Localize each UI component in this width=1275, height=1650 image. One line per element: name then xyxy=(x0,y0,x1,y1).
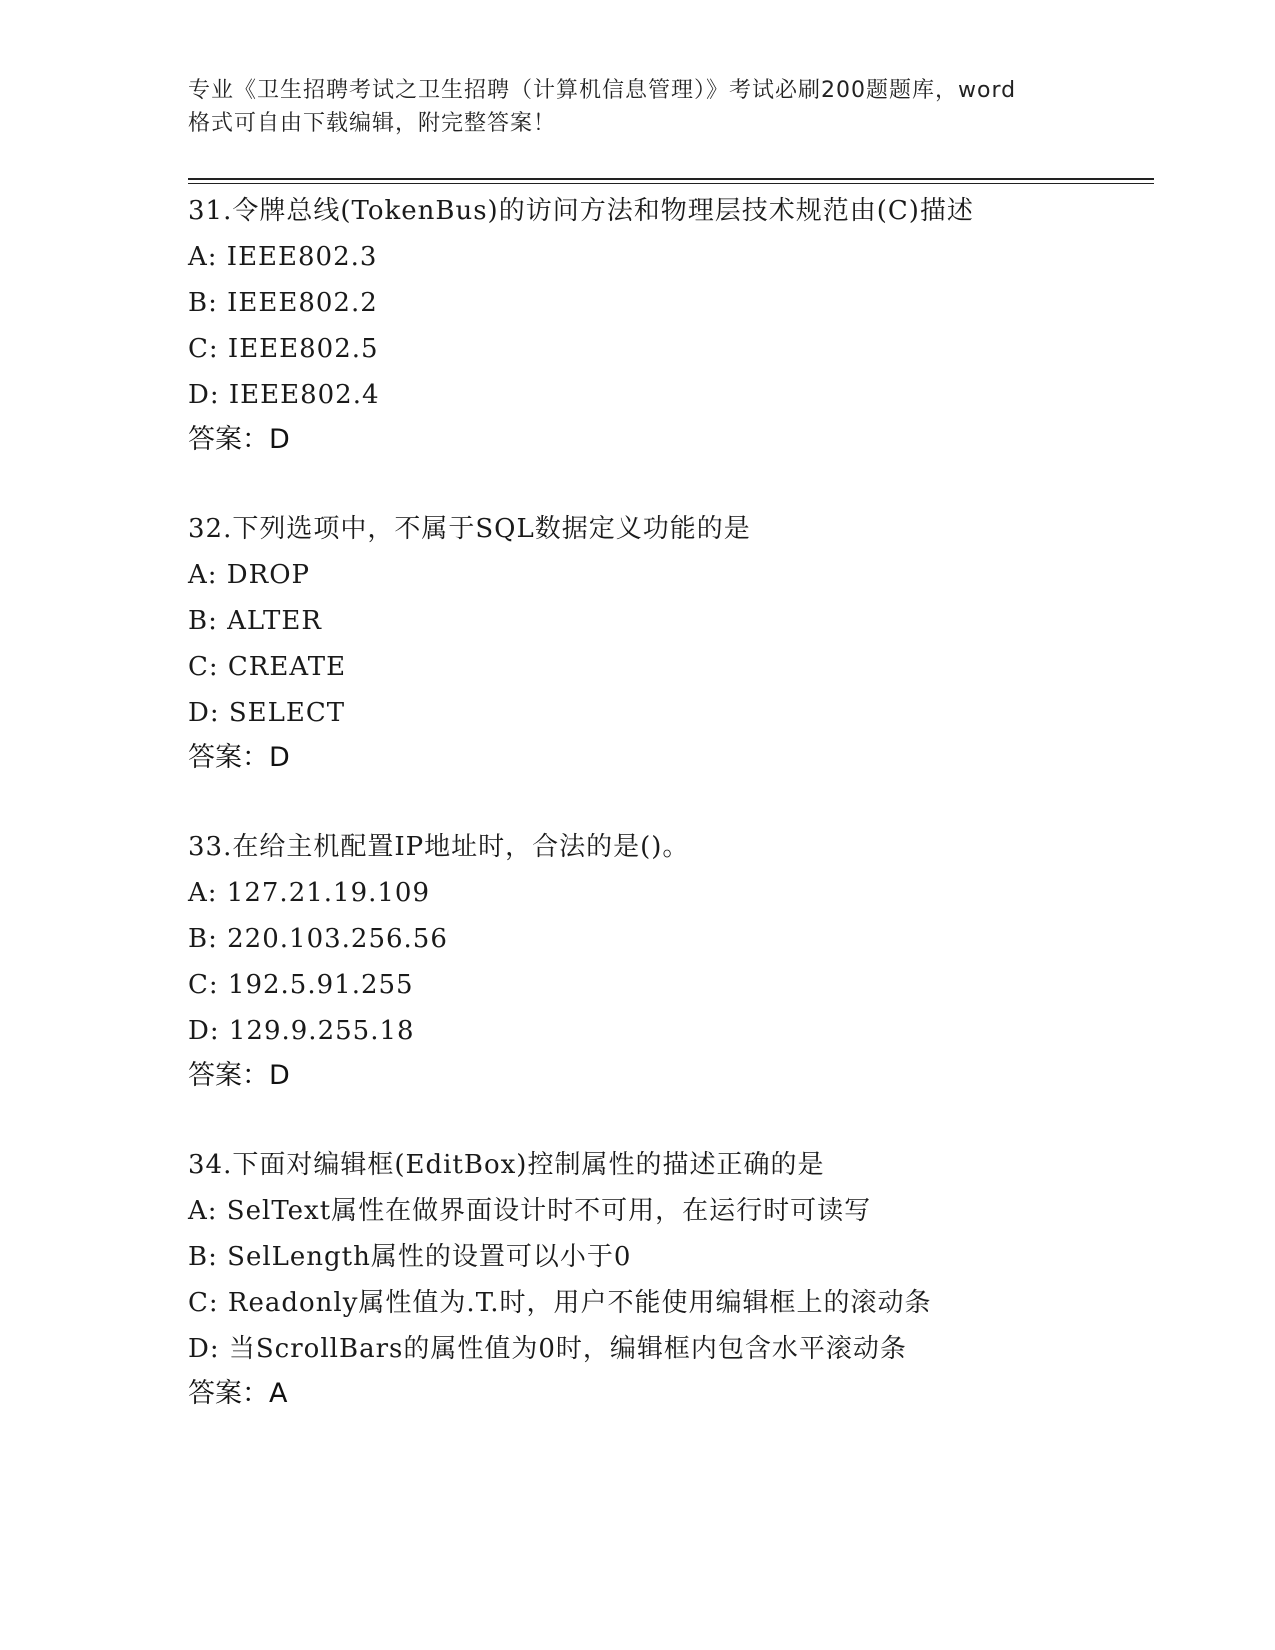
option-d: D: SELECT xyxy=(188,698,346,728)
option-c: C: Readonly属性值为.T.时，用户不能使用编辑框上的滚动条 xyxy=(188,1288,932,1318)
header-divider-thin xyxy=(188,183,1154,184)
question-text: 31.令牌总线(TokenBus)的访问方法和物理层技术规范由(C)描述 xyxy=(188,196,974,226)
answer-line: 答案：D xyxy=(188,742,290,773)
option-c: C: IEEE802.5 xyxy=(188,334,379,364)
option-a: A: DROP xyxy=(188,560,311,590)
option-b: B: SelLength属性的设置可以小于0 xyxy=(188,1242,632,1272)
option-c: C: CREATE xyxy=(188,652,347,682)
header-divider-thick xyxy=(188,178,1154,180)
question-list xyxy=(188,188,1168,1460)
option-d: D: 当ScrollBars的属性值为0时，编辑框内包含水平滚动条 xyxy=(188,1334,907,1364)
option-a: A: SelText属性在做界面设计时不可用，在运行时可读写 xyxy=(188,1196,872,1226)
header-line-1: 专业《卫生招聘考试之卫生招聘（计算机信息管理）》考试必刷200题题库，word xyxy=(188,78,1017,103)
question-32 xyxy=(188,506,1168,779)
option-b: B: IEEE802.2 xyxy=(188,288,378,318)
option-d: D: 129.9.255.18 xyxy=(188,1016,415,1046)
question-text: 34.下面对编辑框(EditBox)控制属性的描述正确的是 xyxy=(188,1150,825,1180)
option-a: A: 127.21.19.109 xyxy=(188,878,431,908)
answer-line: 答案：D xyxy=(188,1060,290,1091)
question-text: 33.在给主机配置IP地址时，合法的是()。 xyxy=(188,832,690,862)
question-text: 32.下列选项中，不属于SQL数据定义功能的是 xyxy=(188,514,751,544)
document-header xyxy=(188,74,1088,140)
option-c: C: 192.5.91.255 xyxy=(188,970,414,1000)
answer-line: 答案：D xyxy=(188,424,290,455)
question-31 xyxy=(188,188,1168,461)
option-a: A: IEEE802.3 xyxy=(188,242,378,272)
header-line-2: 格式可自由下载编辑，附完整答案！ xyxy=(188,111,557,136)
option-b: B: 220.103.256.56 xyxy=(188,924,448,954)
question-33 xyxy=(188,824,1168,1097)
option-d: D: IEEE802.4 xyxy=(188,380,380,410)
question-34 xyxy=(188,1142,1168,1415)
answer-line: 答案：A xyxy=(188,1378,288,1409)
option-b: B: ALTER xyxy=(188,606,322,636)
